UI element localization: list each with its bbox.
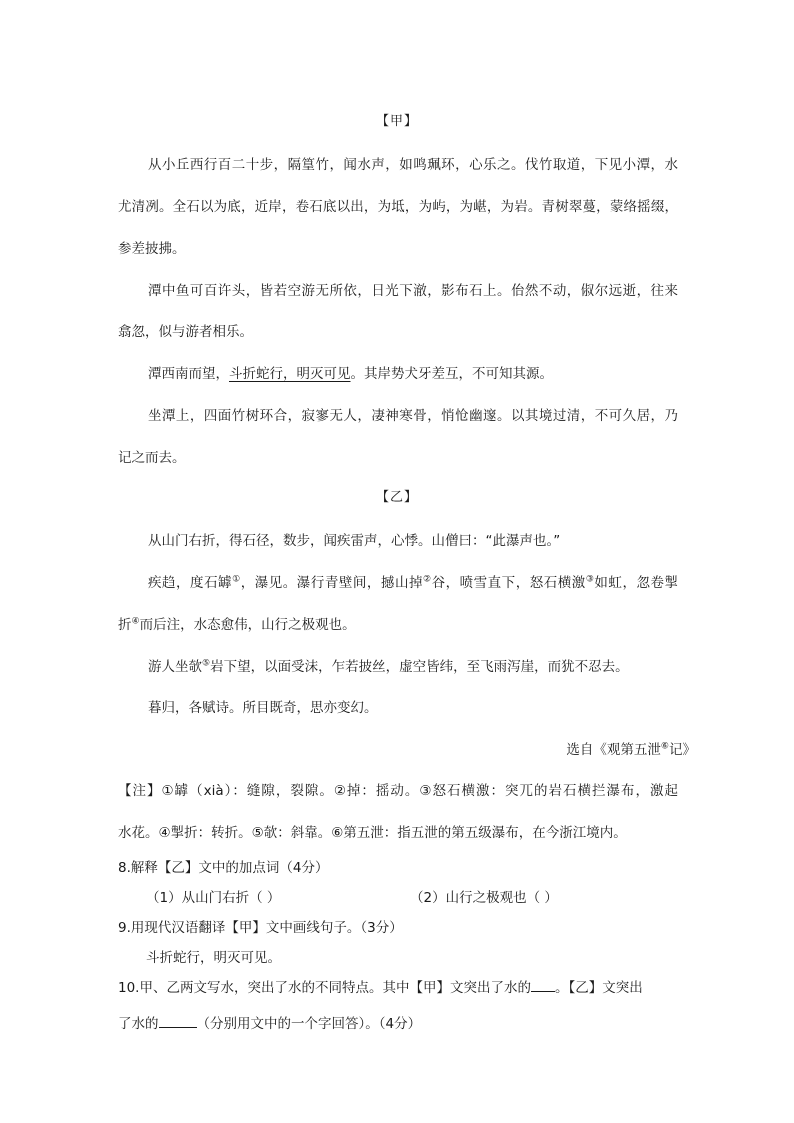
yi-p3 bbox=[148, 655, 678, 675]
answer-blank-2[interactable] bbox=[159, 1015, 197, 1028]
yi-p1: 从山门右折，得石径，数步，闻疾雷声，心悸。山僧曰：“此瀑声也。” bbox=[148, 533, 561, 549]
source-seg-b: 记》 bbox=[669, 742, 696, 758]
yi-p2-seg-c: 谷，喷雪直下，怒石横激 bbox=[431, 575, 586, 591]
note-marker-2: ② bbox=[422, 574, 432, 585]
jia-p3-post: 。其岸势犬牙差互，不可知其源。 bbox=[350, 366, 553, 382]
question-9-sentence: 斗折蛇行，明灭可见。 bbox=[146, 950, 281, 966]
jia-p4-line2: 记之而去。 bbox=[118, 450, 186, 466]
jia-p4-line1: 坐潭上，四面竹树环合，寂寥无人，凄神寒骨，悄怆幽邃。以其境过清，不可久居，乃 bbox=[148, 408, 678, 424]
q10-seg-b: 。【乙】文突出 bbox=[554, 980, 643, 996]
question-9: 9.用现代汉语翻译【甲】文中画线句子。（3分） bbox=[118, 920, 403, 936]
yi-p2-seg-d: 如虹，忽卷掣 bbox=[594, 575, 679, 591]
jia-p2-line1: 潭中鱼可百许头，皆若空游无所依，日光下澈，影布石上。佁然不动，俶尔远逝，往来 bbox=[148, 283, 678, 299]
note-marker-5: ⑤ bbox=[202, 658, 211, 669]
yi-p2-seg-b: ，瀑见。瀑行青壁间，撼山掉 bbox=[240, 575, 423, 591]
yi-p2-seg-a: 疾趋，度石罅 bbox=[148, 575, 233, 591]
yi-p2-line2 bbox=[118, 613, 678, 633]
yi-p4: 暮归，各赋诗。所目既奇，思亦变幻。 bbox=[148, 700, 378, 716]
jia-p1-line3: 参差披拂。 bbox=[118, 241, 186, 257]
jia-p3 bbox=[148, 362, 678, 382]
yi-p3-seg-b: 岩下望，以面受沫，乍若披丝，虚空皆纬，至飞雨泻崖，而犹不忍去。 bbox=[210, 659, 629, 675]
notes-line2: 水花。④掣折：转折。⑤欹：斜靠。⑥第五泄：指五泄的第五级瀑布，在今浙江境内。 bbox=[118, 825, 627, 841]
source-seg-a: 选自《观第五泄 bbox=[566, 742, 661, 758]
notes-line1: 【注】①罅（xià）：缝隙，裂隙。②掉：摇动。③怒石横激：突兀的岩石横拦瀑布，激起 bbox=[118, 783, 678, 799]
source-citation bbox=[566, 738, 696, 758]
yi-title: 【乙】 bbox=[375, 490, 418, 505]
yi-p3-seg-a: 游人坐欹 bbox=[148, 659, 202, 675]
note-marker-4: ④ bbox=[131, 616, 140, 627]
question-8-sub1: （1）从山门右折（ ） bbox=[146, 890, 281, 906]
underlined-sentence: 斗折蛇行，明灭可见 bbox=[229, 366, 351, 382]
yi-p2-seg-f: 而后注，水态愈伟，山行之极观也。 bbox=[139, 617, 356, 633]
jia-p3-pre: 潭西南而望， bbox=[148, 366, 229, 382]
note-marker-3: ③ bbox=[585, 574, 595, 585]
note-marker-6: ⑥ bbox=[660, 741, 669, 752]
question-10-line1 bbox=[118, 976, 643, 996]
answer-blank-1[interactable] bbox=[531, 979, 555, 992]
question-8-sub2: （2）山行之极观也（ ） bbox=[410, 890, 558, 906]
q10-seg-d: （分别用文中的一个字回答）。（4分） bbox=[196, 1016, 422, 1032]
jia-title: 【甲】 bbox=[375, 114, 418, 129]
jia-p1-line1: 从小丘西行百二十步，隔篁竹，闻水声，如鸣珮环，心乐之。伐竹取道，下见小潭，水 bbox=[148, 157, 678, 173]
question-8: 8.解释【乙】文中的加点词（4分） bbox=[118, 860, 329, 876]
yi-p2-seg-e: 折 bbox=[118, 617, 132, 633]
yi-p2-line1 bbox=[148, 571, 678, 591]
q10-seg-c: 了水的 bbox=[118, 1016, 159, 1032]
jia-p1-line2: 尤清冽。全石以为底，近岸，卷石底以出，为坻，为屿，为嵁，为岩。青树翠蔓，蒙络摇缀， bbox=[118, 199, 678, 215]
jia-p2-line2: 翕忽，似与游者相乐。 bbox=[118, 324, 253, 340]
question-10-line2 bbox=[118, 1012, 421, 1032]
note-marker-1: ① bbox=[232, 574, 241, 585]
q10-seg-a: 10.甲、乙两文写水，突出了水的不同特点。其中【甲】文突出了水的 bbox=[118, 980, 531, 996]
